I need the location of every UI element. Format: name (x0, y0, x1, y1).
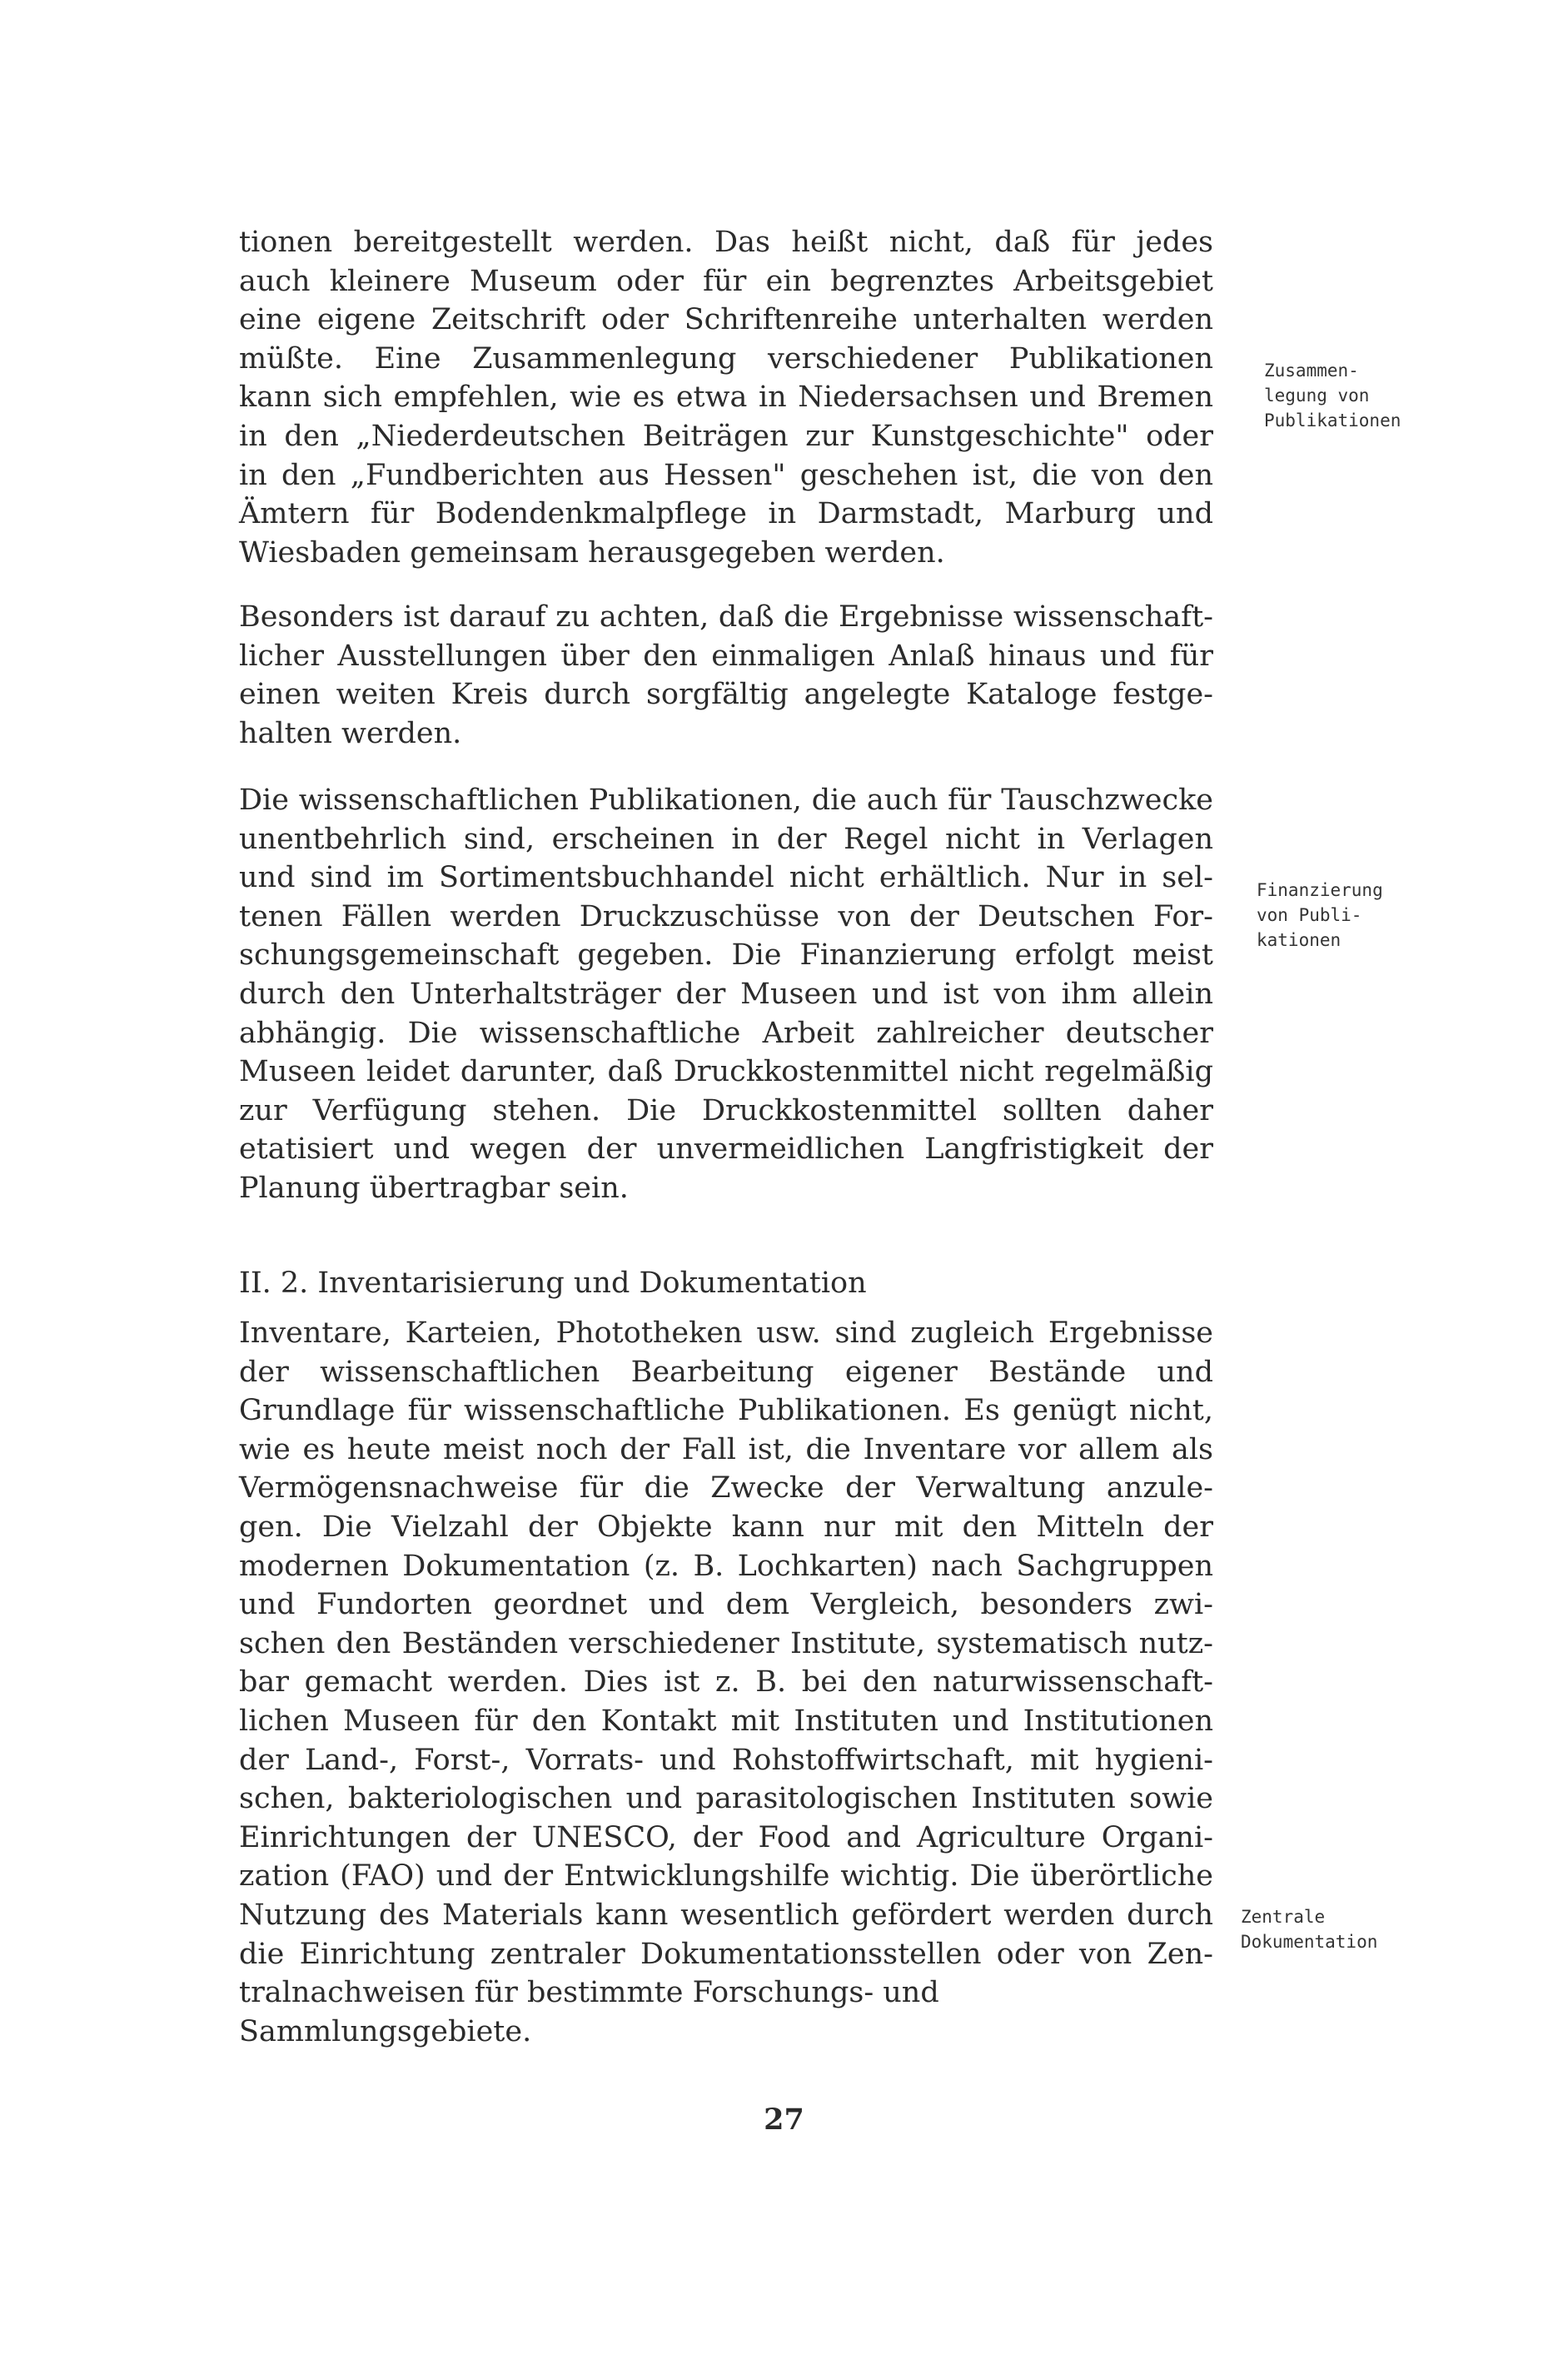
margin-note-finanzierung (1257, 878, 1383, 953)
text-line: eine eigene Zeitschrift oder Schriftenreihe unterhalten werden (239, 303, 1213, 337)
text-line: lichen Museen für den Kontakt mit Instituten und Institutionen (239, 1704, 1213, 1738)
text-line: etatisiert und wegen der unvermeidlichen Langfristigkeit der (239, 1132, 1213, 1167)
text-line: müßte. Eine Zusammenlegung verschiedener Publikationen (239, 341, 1213, 376)
margin-note-line: Zusammen- (1264, 361, 1359, 381)
text-line: schen, bakteriologischen und parasitologischen Instituten sowie (239, 1782, 1213, 1816)
section-heading: II. 2. Inventarisierung und Dokumentation (239, 1267, 867, 1300)
text-line: tralnachweisen für bestimmte Forschungs- und Sammlungsgebiete. (239, 1976, 939, 2048)
paragraph-publications-intro (239, 223, 1213, 572)
text-line: Planung übertragbar sein. (239, 1171, 629, 1205)
text-line: und Fundorten geordnet und dem Vergleich, besonders zwi- (239, 1588, 1213, 1622)
text-line: wie es heute meist noch der Fall ist, die Inventare vor allem als (239, 1432, 1213, 1466)
text-line: licher Ausstellungen über den einmaligen Anlaß hinaus und für (239, 639, 1213, 673)
margin-note-line: Dokumentation (1241, 1932, 1378, 1952)
text-line: der wissenschaftlichen Bearbeitung eigener Bestände und (239, 1355, 1213, 1389)
text-line: Nutzung des Materials kann wesentlich gefördert werden durch (239, 1898, 1213, 1932)
text-line: halten werden. (239, 716, 462, 750)
margin-note-zentrale-dokumentation (1241, 1904, 1377, 1954)
page-number: 27 (764, 2103, 804, 2137)
text-line: bar gemacht werden. Dies ist z. B. bei den naturwissenschaft- (239, 1665, 1213, 1700)
text-line: schungsgemeinschaft gegeben. Die Finanzierung erfolgt meist (239, 938, 1213, 973)
text-line: abhängig. Die wissenschaftliche Arbeit zahlreicher deutscher (239, 1016, 1213, 1050)
margin-note-line: kationen (1257, 930, 1342, 950)
text-line: Vermögensnachweise für die Zwecke der Verwaltung anzule- (239, 1471, 1213, 1505)
text-line: tionen bereitgestellt werden. Das heißt nicht, daß für jedes (239, 226, 1213, 259)
text-line: schen den Beständen verschiedener Institute, systematisch nutz- (239, 1626, 1213, 1660)
text-line: Grundlage für wissenschaftliche Publikationen. Es genügt nicht, (239, 1394, 1213, 1428)
text-line: Ämtern für Bodendenkmalpflege in Darmstadt, Marburg und (239, 497, 1213, 531)
text-line: in den „Niederdeutschen Beiträgen zur Kunstgeschichte" oder (239, 419, 1213, 453)
text-line: zur Verfügung stehen. Die Druckkostenmittel sollten daher (239, 1093, 1213, 1127)
text-line: Inventare, Karteien, Phototheken usw. sind zugleich Ergebnisse (239, 1316, 1213, 1350)
text-line: und sind im Sortimentsbuchhandel nicht erhältlich. Nur in sel- (239, 861, 1213, 895)
text-line: unentbehrlich sind, erscheinen in der Regel nicht in Verlagen (239, 822, 1213, 856)
margin-note-line: von Publi- (1257, 905, 1362, 925)
margin-note-line: legung von (1264, 386, 1370, 406)
text-line: Museen leidet darunter, daß Druckkostenmittel nicht regelmäßig (239, 1055, 1213, 1089)
text-line: Besonders ist darauf zu achten, daß die Ergebnisse wissenschaft- (239, 600, 1213, 634)
margin-note-line: Finanzierung (1257, 880, 1383, 900)
paragraph-inventory-documentation (239, 1314, 1213, 2051)
text-line: modernen Dokumentation (z. B. Lochkarten) nach Sachgruppen (239, 1549, 1213, 1583)
text-line: Wiesbaden gemeinsam herausgegeben werden. (239, 535, 945, 570)
margin-note-line: Zentrale (1241, 1907, 1326, 1927)
text-line: Die wissenschaftlichen Publikationen, die auch für Tauschzwecke (239, 784, 1213, 817)
margin-note-zusammenlegung (1264, 358, 1401, 433)
text-line: in den „Fundberichten aus Hessen" geschehen ist, die von den (239, 458, 1213, 492)
text-line: auch kleinere Museum oder für ein begrenztes Arbeitsgebiet (239, 264, 1213, 298)
text-line: Einrichtungen der UNESCO, der Food and Agriculture Organi- (239, 1820, 1213, 1854)
margin-note-line: Publikationen (1264, 411, 1401, 430)
text-line: die Einrichtung zentraler Dokumentationsstellen oder von Zen- (239, 1937, 1213, 1971)
text-line: gen. Die Vielzahl der Objekte kann nur mit den Mitteln der (239, 1510, 1213, 1544)
paragraph-exhibition-catalogs (239, 598, 1213, 753)
text-line: einen weiten Kreis durch sorgfältig angelegte Kataloge festge- (239, 678, 1213, 712)
text-line: zation (FAO) und der Entwicklungshilfe wichtig. Die überörtliche (239, 1859, 1213, 1894)
text-line: der Land-, Forst-, Vorrats- und Rohstoffwirtschaft, mit hygieni- (239, 1743, 1213, 1777)
text-line: kann sich empfehlen, wie es etwa in Niedersachsen und Bremen (239, 381, 1213, 415)
text-line: tenen Fällen werden Druckzuschüsse von der Deutschen For- (239, 899, 1213, 933)
text-line: durch den Unterhaltsträger der Museen und ist von ihm allein (239, 977, 1213, 1011)
paragraph-financing (239, 781, 1213, 1208)
